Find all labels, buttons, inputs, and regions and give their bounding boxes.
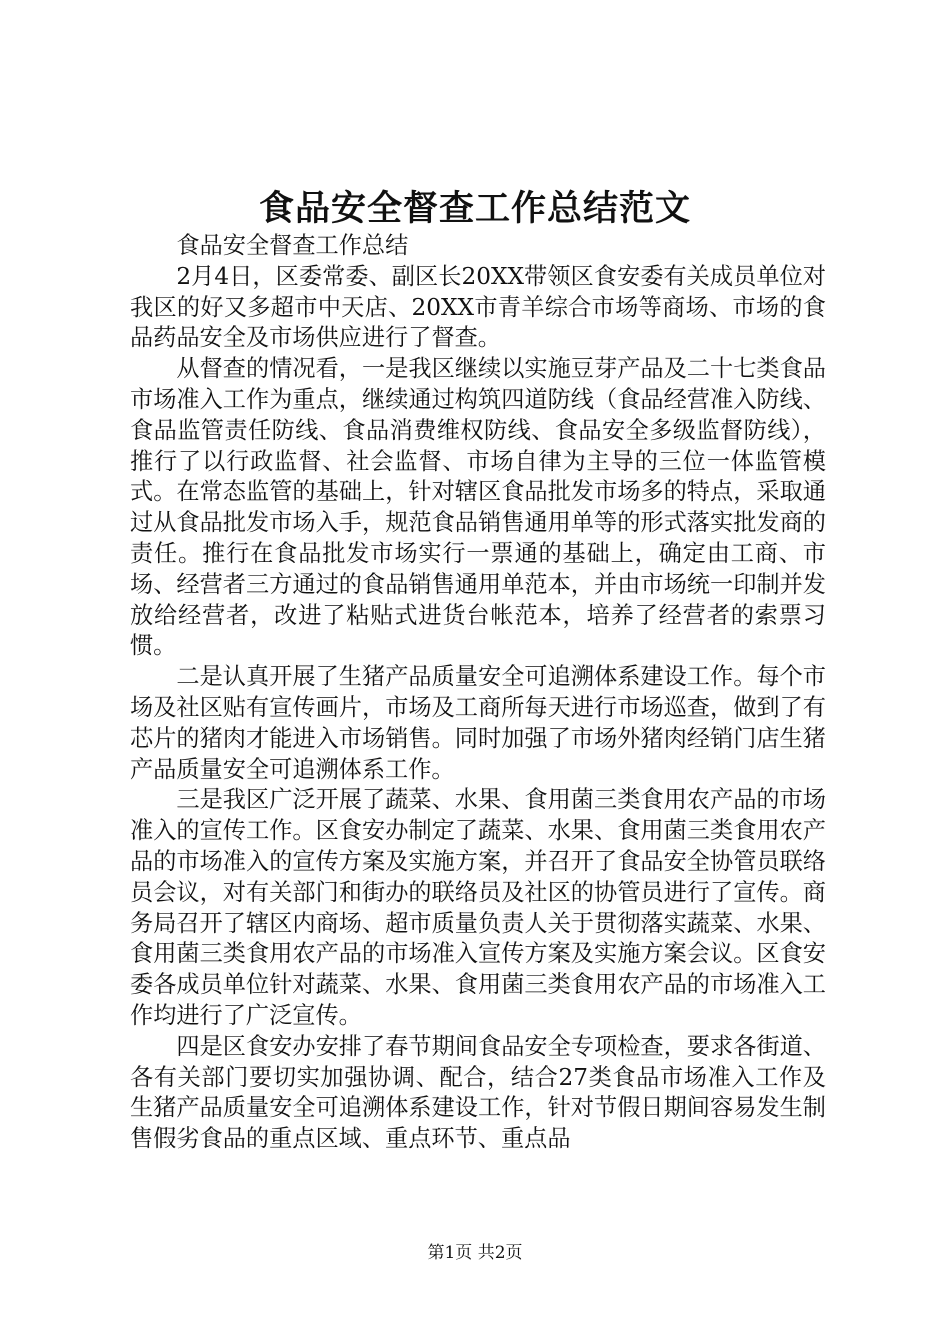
paragraph-subtitle: 食品安全督查工作总结 xyxy=(176,232,409,259)
page-number-footer: 第1页 共2页 xyxy=(427,1243,523,1263)
paragraph: 从督查的情况看，一是我区继续以实施豆芽产品及二十七类食品市场准入工作为重点，继续通过构筑四道防线（食品经营准入防线、食品监管责任防线、食品消费维权防线、食品安全多级监督防线），推行了以行政监督、社会监督、市场自律为主导的三位一体监管模式。在常态监管的基础上，针对辖区食品批发市场多的特点，采取通过从食品批发市场入手，规范食品销售通用单等的形式落实批发商的责任。推行在食品批发市场实行一票通的基础上，确定由工商、市场、经营者三方通过的食品销售通用单范本，并由市场统一印制并发放给经营者，改进了粘贴式进货台帐范本，培养了经营者的索票习惯。 xyxy=(130,355,826,660)
document-body xyxy=(130,231,826,1155)
paragraph: 二是认真开展了生猪产品质量安全可追溯体系建设工作。每个市场及社区贴有宣传画片，市场及工商所每天进行市场巡查，做到了有芯片的猪肉才能进入市场销售。同时加强了市场外猪肉经销门店生猪产品质量安全可追溯体系工作。 xyxy=(130,663,826,783)
paragraph: 四是区食安办安排了春节期间食品安全专项检查，要求各街道、各有关部门要切实加强协调、配合，结合27类食品市场准入工作及生猪产品质量安全可追溯体系建设工作，针对节假日期间容易发生制售假劣食品的重点区域、重点环节、重点品 xyxy=(130,1032,826,1153)
paragraph: 2月4日，区委常委、副区长20XX带领区食安委有关成员单位对我区的好又多超市中天店、20XX市青羊综合市场等商场、市场的食品药品安全及市场供应进行了督查。 xyxy=(130,262,826,352)
document-title: 食品安全督查工作总结范文 xyxy=(258,188,691,229)
paragraph: 三是我区广泛开展了蔬菜、水果、食用菌三类食用农产品的市场准入的宣传工作。区食安办制定了蔬菜、水果、食用菌三类食用农产品的市场准入的宣传方案及实施方案，并召开了食品安全协管员联络员会议，对有关部门和街办的联络员及社区的协管员进行了宣传。商务局召开了辖区内商场、超市质量负责人关于贯彻落实蔬菜、水果、食用菌三类食用农产品的市场准入宣传方案及实施方案会议。区食安委各成员单位针对蔬菜、水果、食用菌三类食用农产品的市场准入工作均进行了广泛宣传。 xyxy=(130,786,826,1029)
